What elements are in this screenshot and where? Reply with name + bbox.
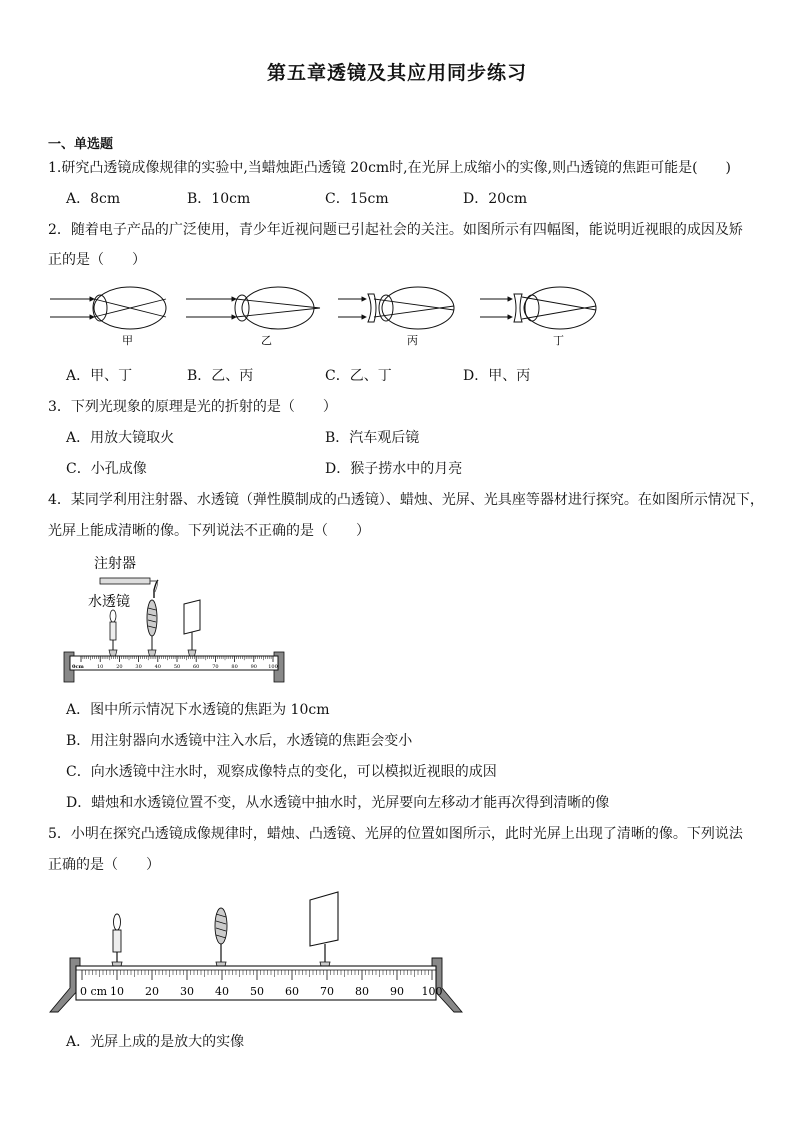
figure-label-jia: 甲 (122, 334, 133, 347)
ruler-tick-label: 30 (180, 985, 194, 998)
q3-option-c: C．小孔成像 (66, 461, 147, 477)
eye-diagram-bing (338, 287, 454, 347)
q1-option-c: C．15cm (325, 191, 389, 207)
q4-option-b: B．用注射器向水透镜中注入水后，水透镜的焦距会变小 (66, 733, 413, 749)
optical-bench (50, 958, 462, 1012)
candle (112, 914, 122, 970)
q2-stem-line1: 2．随着电子产品的广泛使用，青少年近视问题已引起社会的关注。如图所示有四幅图，能说明近视眼的成因及矫 (48, 222, 743, 238)
q4-stem-line1: 4．某同学利用注射器、水透镜（弹性膜制成的凸透镜）、蜡烛、光屏、光具座等器材进行探究。在如图所示情况下， (48, 492, 764, 508)
water-lens-label: 水透镜 (88, 594, 130, 610)
ruler-tick-label: 40 (215, 985, 229, 998)
q1-option-b: B．10cm (187, 191, 251, 207)
q1-option-a: A．8cm (66, 191, 121, 207)
q3-stem: 3．下列光现象的原理是光的折射的是（ ） (48, 399, 337, 415)
ruler-tick-label: 60 (285, 985, 299, 998)
ruler-tick-label: 70 (320, 985, 334, 998)
ruler-unit-label: 0cm (72, 664, 84, 670)
q3-option-a: A．用放大镜取火 (66, 430, 175, 446)
ruler-tick-label: 40 (154, 664, 161, 670)
q2-option-a: A．甲、丁 (66, 368, 133, 384)
q4-option-d: D．蜡烛和水透镜位置不变，从水透镜中抽水时，光屏要向左移动才能再次得到清晰的像 (66, 795, 610, 811)
convex-lens (215, 908, 227, 970)
ruler-tick-label: 30 (135, 664, 142, 670)
eye-diagram-jia (50, 287, 166, 347)
ruler-tick-label: 50 (173, 664, 181, 670)
light-screen (184, 600, 200, 658)
q4-optical-bench-figure (60, 552, 296, 686)
q2-option-c: C．乙、丁 (325, 368, 392, 384)
ruler-tick-label: 70 (212, 664, 219, 670)
eye-diagram-yi (186, 287, 320, 347)
ruler-tick-label: 20 (116, 664, 123, 670)
ruler-tick-label: 100 (421, 985, 443, 998)
ruler-tick-label: 90 (390, 985, 404, 998)
section-heading: 一、单选题 (48, 137, 114, 152)
ruler-tick-label: 10 (97, 664, 104, 670)
ruler-tick-label: 20 (145, 985, 159, 998)
q5-optical-bench-figure (46, 888, 466, 1016)
ruler-tick-label: 100 (268, 664, 278, 670)
q3-option-b: B．汽车观后镜 (325, 430, 420, 446)
ruler-tick-label: 60 (193, 664, 200, 670)
q5-option-a: A．光屏上成的是放大的实像 (66, 1034, 245, 1050)
ruler-tick-label: 90 (250, 664, 257, 670)
ruler-unit-label: 0 cm (80, 985, 108, 998)
q4-option-a: A．图中所示情况下水透镜的焦距为 10cm (66, 702, 330, 718)
water-lens (147, 600, 157, 658)
q2-stem-line2: 正的是（ ） (48, 252, 146, 268)
ruler-tick-label: 10 (110, 985, 124, 998)
q2-option-b: B．乙、丙 (187, 368, 254, 384)
q5-stem-line2: 正确的是（ ） (48, 857, 160, 873)
q2-eye-figure (48, 286, 608, 352)
page-title: 第五章透镜及其应用同步练习 (266, 62, 527, 84)
ruler-tick-label: 80 (355, 985, 369, 998)
figure-label-ding: 丁 (553, 334, 564, 347)
figure-label-yi: 乙 (261, 334, 272, 347)
q5-stem-line1: 5．小明在探究凸透镜成像规律时，蜡烛、凸透镜、光屏的位置如图所示，此时光屏上出现了清晰的像。下列说法 (48, 826, 743, 842)
light-screen (310, 892, 338, 970)
q2-option-d: D．甲、丙 (463, 368, 531, 384)
q3-option-d: D．猴子捞水中的月亮 (325, 461, 463, 477)
ruler-tick-label: 80 (231, 664, 238, 670)
syringe-label: 注射器 (94, 556, 136, 572)
q1-option-d: D．20cm (463, 191, 528, 207)
optical-bench (64, 652, 284, 682)
candle (109, 610, 117, 658)
eye-diagram-ding (480, 287, 596, 347)
q1-stem: 1.研究凸透镜成像规律的实验中,当蜡烛距凸透镜 20cm时,在光屏上成缩小的实像,则凸透镜的焦距可能是( ) (48, 160, 732, 176)
ruler-tick-label: 50 (250, 985, 264, 998)
q4-option-c: C．向水透镜中注水时，观察成像特点的变化，可以模拟近视眼的成因 (66, 764, 497, 780)
q4-stem-line2: 光屏上能成清晰的像。下列说法不正确的是（ ） (48, 523, 370, 539)
figure-label-bing: 丙 (407, 334, 418, 347)
